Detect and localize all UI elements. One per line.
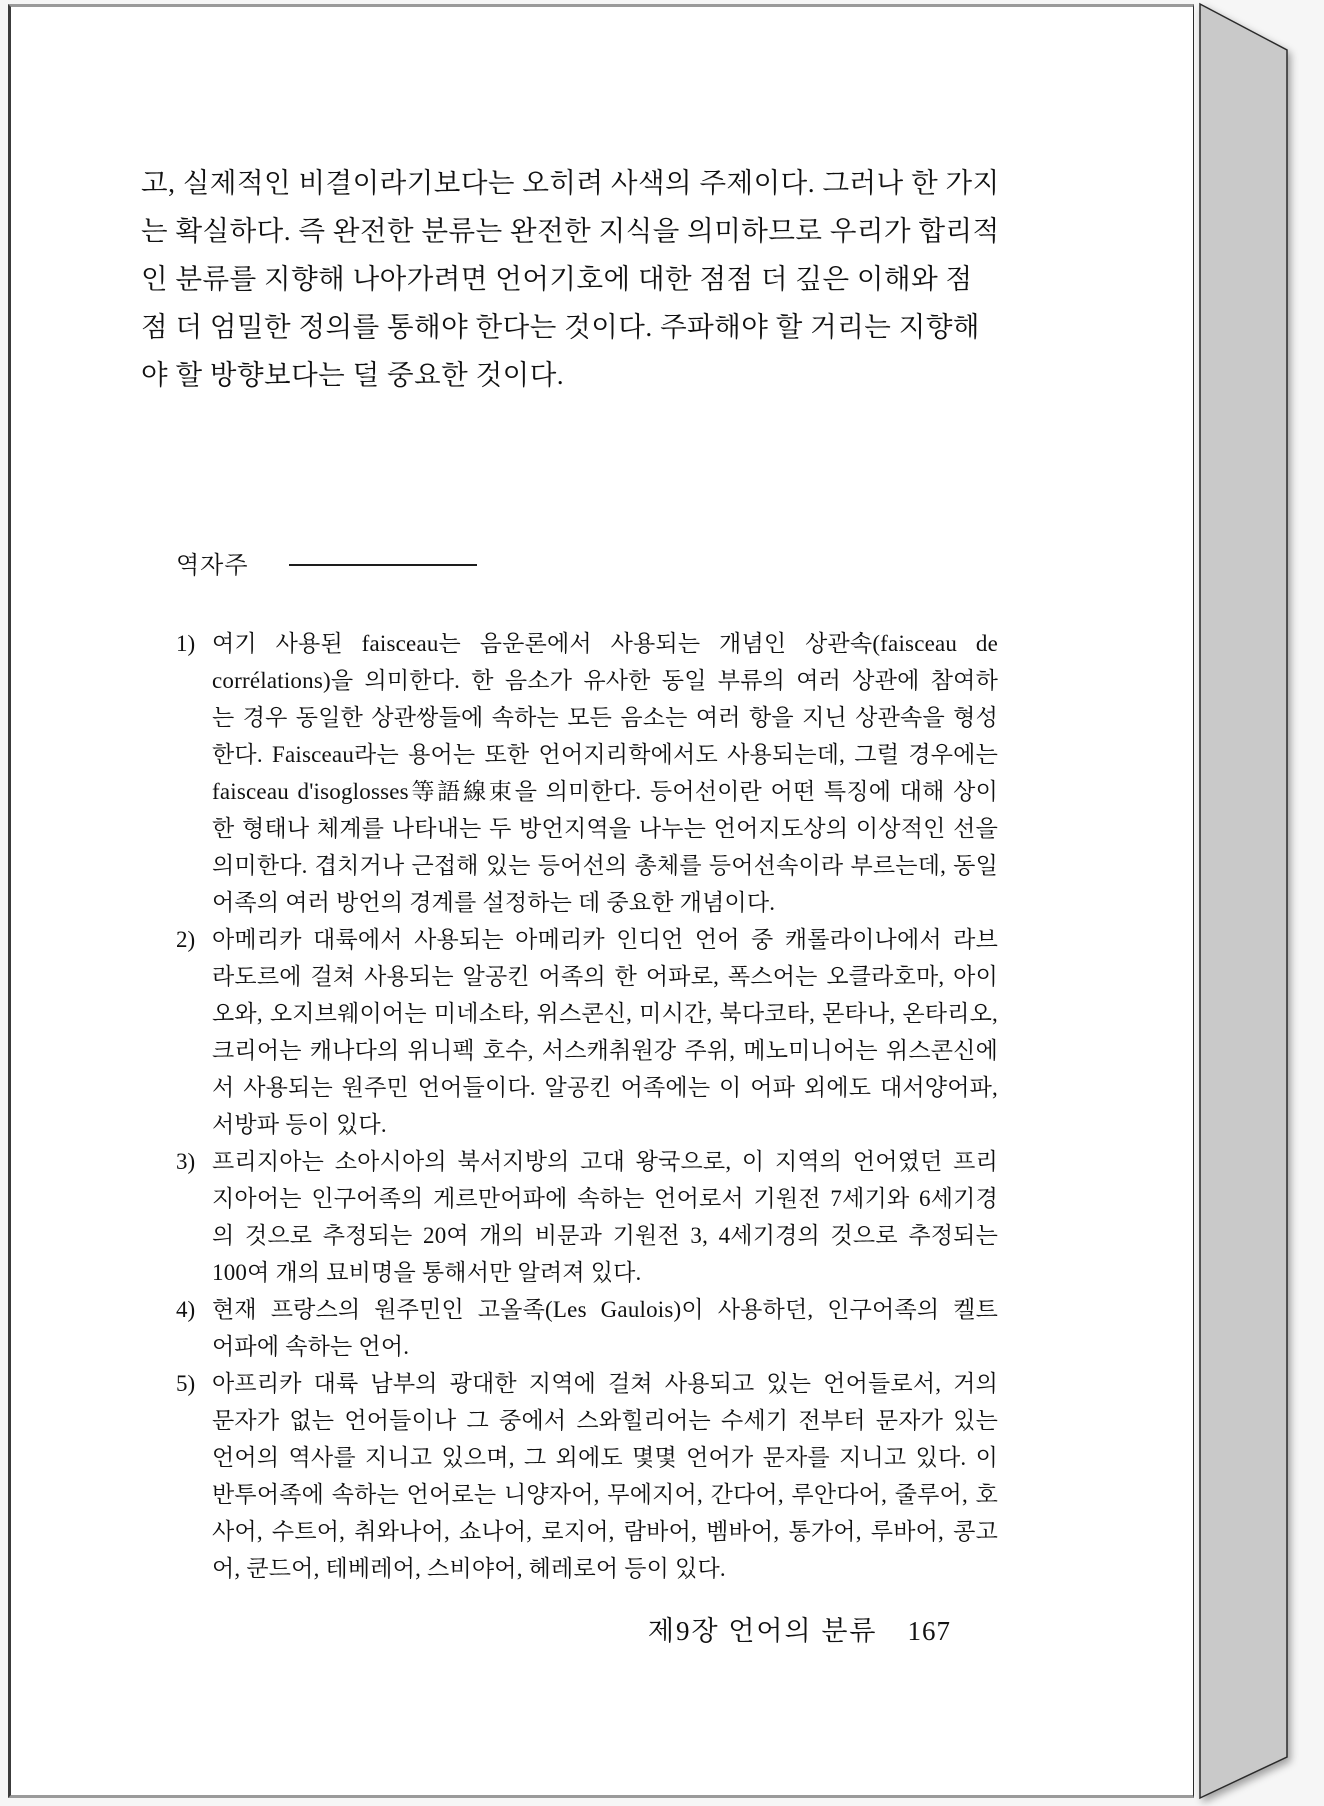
body-paragraph: [141, 159, 1000, 399]
footnote-line: 한다. Faisceau라는 용어는 또한 언어지리학에서도 사용되는데, 그럴 경우에는: [212, 742, 998, 767]
footnote-line: 어족의 여러 방언의 경계를 설정하는 데 중요한 개념이다.: [212, 890, 776, 915]
footnote-line: 100여 개의 묘비명을 통해서만 알려져 있다.: [212, 1260, 642, 1285]
footnote-line: 서방파 등이 있다.: [212, 1112, 387, 1137]
footnote-line: 반투어족에 속하는 언어로는 니양자어, 무에지어, 간다어, 루안다어, 줄루어, 호: [212, 1482, 998, 1507]
footnote-line: 프리지아는 소아시아의 북서지방의 고대 왕국으로, 이 지역의 언어였던 프리: [212, 1149, 998, 1174]
paragraph-line: 야 할 방향보다는 덜 중요한 것이다.: [141, 359, 565, 390]
footnote-line: 여기 사용된 faisceau는 음운론에서 사용되는 개념인 상관속(faisceau de: [212, 631, 998, 656]
footnote-line: 현재 프랑스의 원주민인 고올족(Les Gaulois)이 사용하던, 인구어족의 켈트: [212, 1297, 998, 1322]
notes-heading-label: 역자주: [176, 553, 249, 579]
footnote-line: 라도르에 걸쳐 사용되는 알공킨 어족의 한 어파로, 폭스어는 오클라호마, 아이: [212, 964, 998, 989]
footnote-line: 오와, 오지브웨이어는 미네소타, 위스콘신, 미시간, 북다코타, 몬타나, 온타리오,: [212, 1001, 998, 1026]
footnote-line: 크리어는 캐나다의 위니펙 호수, 서스캐취원강 주위, 메노미니어는 위스콘신에: [212, 1038, 998, 1063]
footnote-number: 2): [176, 927, 196, 952]
footnote-line: 사어, 수트어, 취와나어, 쇼나어, 로지어, 람바어, 벰바어, 통가어, 루바어, 콩고: [212, 1519, 998, 1544]
footnote-line: 는 경우 동일한 상관쌍들에 속하는 모든 음소는 여러 항을 지닌 상관속을 형성: [212, 705, 998, 730]
footnote-text: [212, 1143, 998, 1291]
footnote-number: 4): [176, 1297, 196, 1322]
footnote-item: [176, 1365, 998, 1587]
notes-heading-rule: [289, 564, 477, 566]
footnote-number: 5): [176, 1371, 196, 1396]
paragraph-line: 인 분류를 지향해 나아가려면 언어기호에 대한 점점 더 깊은 이해와 점: [141, 263, 973, 294]
footnote-text: [212, 1365, 998, 1587]
paragraph-line: 점 더 엄밀한 정의를 통해야 한다는 것이다. 주파해야 할 거리는 지향해: [141, 311, 980, 342]
footnote-line: faisceau d'isoglosses等語線束을 의미한다. 등어선이란 어떤 특징에 대해 상이: [212, 779, 998, 804]
translator-notes-heading: [176, 551, 477, 581]
footnote-line: 어, 쿤드어, 테베레어, 스비야어, 헤레로어 등이 있다.: [212, 1556, 726, 1581]
footnote-item: [176, 921, 998, 1143]
book-fore-edge: [1193, 0, 1324, 1806]
footnote-line: 지아어는 인구어족의 게르만어파에 속하는 언어로서 기원전 7세기와 6세기경: [212, 1186, 998, 1211]
paragraph-line: 고, 실제적인 비결이라기보다는 오히려 사색의 주제이다. 그러나 한 가지: [141, 167, 1000, 198]
fore-edge-shape: [1200, 4, 1287, 1798]
page: [8, 4, 1194, 1798]
paragraph-line: 는 확실하다. 즉 완전한 분류는 완전한 지식을 의미하므로 우리가 합리적: [141, 215, 1000, 246]
footer-page-number: 167: [907, 1616, 951, 1646]
footnote-number: 1): [176, 631, 196, 656]
footnote-line: 언어의 역사를 지니고 있으며, 그 외에도 몇몇 언어가 문자를 지니고 있다. 이: [212, 1445, 998, 1470]
footnote-item: [176, 625, 998, 921]
page-footer: [141, 1609, 951, 1648]
footnote-text: [212, 625, 998, 921]
footnote-line: 한 형태나 체계를 나타내는 두 방언지역을 나누는 언어지도상의 이상적인 선을: [212, 816, 998, 841]
footnote-number: 3): [176, 1149, 196, 1174]
footnote-line: 아프리카 대륙 남부의 광대한 지역에 걸쳐 사용되고 있는 언어들로서, 거의: [212, 1371, 998, 1396]
footnote-item: [176, 1143, 998, 1291]
footnote-line: 의 것으로 추정되는 20여 개의 비문과 기원전 3, 4세기경의 것으로 추정되는: [212, 1223, 998, 1248]
footnote-item: [176, 1291, 998, 1365]
footnote-line: 어파에 속하는 언어.: [212, 1334, 410, 1359]
footnote-text: [212, 921, 998, 1143]
footnote-line: corrélations)을 의미한다. 한 음소가 유사한 동일 부류의 여러 상관에 참여하: [212, 668, 998, 693]
footnote-line: 문자가 없는 언어들이나 그 중에서 스와힐리어는 수세기 전부터 문자가 있는: [212, 1408, 998, 1433]
footnote-line: 서 사용되는 원주민 언어들이다. 알공킨 어족에는 이 어파 외에도 대서양어파,: [212, 1075, 998, 1100]
footnote-line: 의미한다. 겹치거나 근접해 있는 등어선의 총체를 등어선속이라 부르는데, 동일: [212, 853, 998, 878]
footnote-line: 아메리카 대륙에서 사용되는 아메리카 인디언 언어 중 캐롤라이나에서 라브: [212, 927, 998, 952]
footer-chapter-title: 제9장 언어의 분류: [647, 1616, 878, 1646]
footnotes-list: [176, 625, 998, 1587]
footnote-text: [212, 1291, 998, 1365]
